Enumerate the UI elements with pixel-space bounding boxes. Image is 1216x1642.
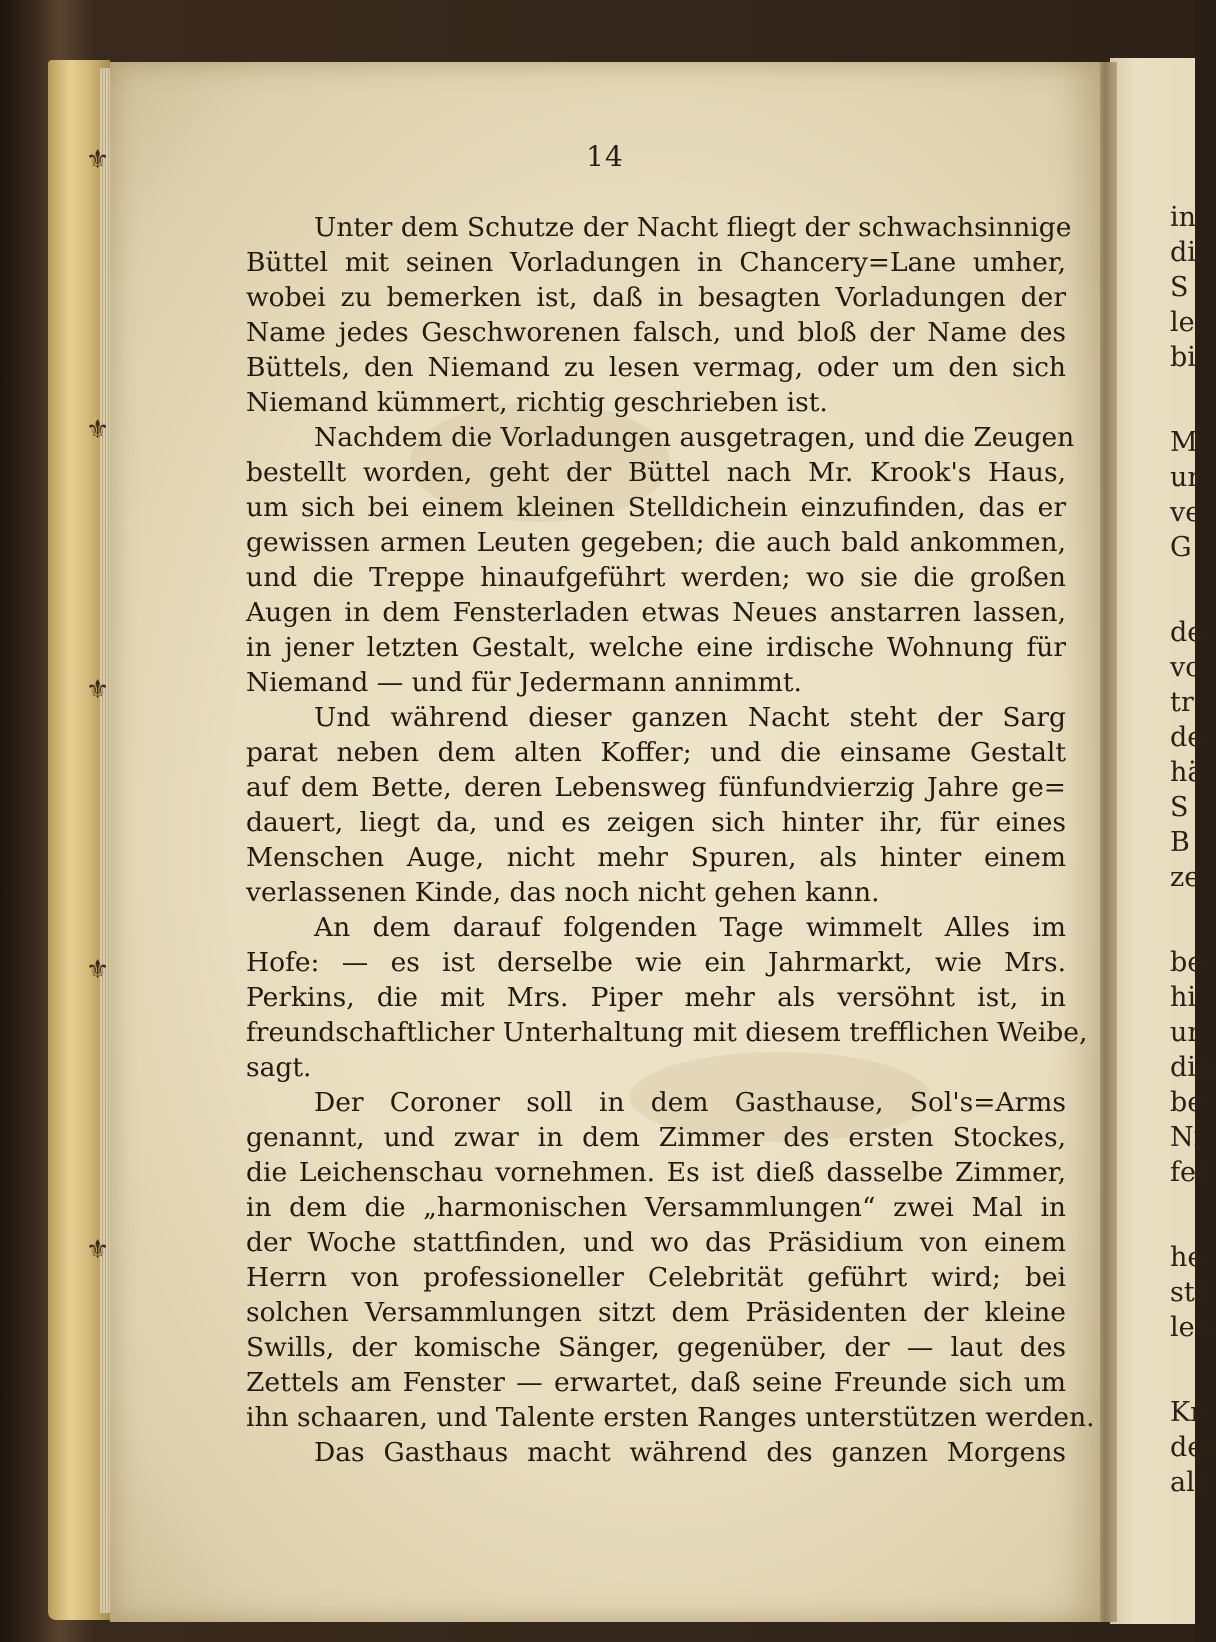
text-line: Niemand — und für Jedermann annimmt. (246, 667, 802, 698)
next-page-fragment: Kr (1170, 1397, 1204, 1428)
next-page-fragment: B (1170, 827, 1190, 858)
next-page-fragment: de (1170, 722, 1204, 753)
text-line: Unter dem Schutze der Nacht fliegt der schwachsinnige (314, 212, 1072, 243)
page-number: 14 (586, 140, 624, 173)
next-page-fragment: de (1170, 617, 1204, 648)
text-line: in jener letzten Gestalt, welche eine irdische Wohnung für (246, 632, 1066, 663)
next-page-fragment: tr (1170, 687, 1194, 718)
next-page-fragment: die (1170, 1052, 1212, 1083)
text-line: gewissen armen Leuten gegeben; die auch bald ankommen, (246, 527, 1066, 558)
next-page-fragment: ze (1170, 862, 1201, 893)
text-line: Büttels, den Niemand zu lesen vermag, oder um den sich (246, 352, 1066, 383)
ornament-icon: ⚜ (86, 415, 110, 445)
next-page-fragment: S (1170, 792, 1189, 823)
text-line: Der Coroner soll in dem Gasthause, Sol's=Arms (314, 1087, 1066, 1118)
next-page-fragment: vo (1170, 652, 1202, 683)
text-line: um sich bei einem kleinen Stelldichein einzufinden, das er (246, 492, 1066, 523)
next-page-fragment: ve (1170, 497, 1202, 528)
text-line: Augen in dem Fensterladen etwas Neues anstarren lassen, (246, 597, 1066, 628)
next-page-fragment: hi (1170, 982, 1197, 1013)
text-line: bestellt worden, geht der Büttel nach Mr. Krook's Haus, (246, 457, 1066, 488)
next-page-fragment: be (1170, 947, 1204, 978)
text-line: der Woche stattfinden, und wo das Präsidium von einem (246, 1227, 1066, 1258)
text-line: die Leichenschau vornehmen. Es ist dieß dasselbe Zimmer, (246, 1157, 1066, 1188)
text-line: Swills, der komische Sänger, gegenüber, der — laut des (246, 1332, 1066, 1363)
ornament-icon: ⚜ (86, 145, 110, 175)
text-line: Niemand kümmert, richtig geschrieben ist. (246, 387, 828, 418)
text-line: Menschen Auge, nicht mehr Spuren, als hinter einem (246, 842, 1066, 873)
ornament-icon: ⚜ (86, 955, 110, 985)
text-line: freundschaftlicher Unterhaltung mit diesem trefflichen Weibe, (246, 1017, 1088, 1048)
text-line: Perkins, die mit Mrs. Piper mehr als versöhnt ist, in (246, 982, 1066, 1013)
next-page-gap (1170, 1345, 1210, 1395)
book-page (110, 62, 1100, 1622)
text-line: solchen Versammlungen sitzt dem Präsidenten der kleine (246, 1297, 1066, 1328)
next-page-fragment: he (1170, 1242, 1204, 1273)
next-page-fragment: M (1170, 427, 1198, 458)
next-page-gap (1170, 895, 1210, 945)
next-page-text (1170, 200, 1216, 1500)
next-page-fragment: als (1170, 1467, 1209, 1498)
next-page-fragment: ur (1170, 462, 1201, 493)
next-page-fragment: der (1170, 1432, 1216, 1463)
ornament-icon: ⚜ (86, 675, 110, 705)
text-line: parat neben dem alten Koffer; und die einsame Gestalt (246, 737, 1066, 768)
ornament-icon: ⚜ (86, 1235, 110, 1265)
next-page-fragment: ste (1170, 1277, 1211, 1308)
next-page-fragment: S (1170, 272, 1189, 303)
text-line: wobei zu bemerken ist, daß in besagten Vorladungen der (246, 282, 1066, 313)
text-line: auf dem Bette, deren Lebensweg fünfundvierzig Jahre ge= (246, 772, 1066, 803)
text-line: Hofe: — es ist derselbe wie ein Jahrmarkt, wie Mrs. (246, 947, 1066, 978)
text-line: Name jedes Geschworenen falsch, und bloß der Name des (246, 317, 1066, 348)
next-page-fragment: bi (1170, 342, 1196, 373)
next-page-fragment: leh (1170, 1312, 1213, 1343)
next-page-fragment: Ni (1170, 1122, 1203, 1153)
text-line: Herrn von professioneller Celebrität geführt wird; bei (246, 1262, 1066, 1293)
text-line: ihn schaaren, und Talente ersten Ranges unterstützen werden. (246, 1402, 1095, 1433)
next-page-fragment: G (1170, 532, 1192, 563)
text-line: An dem darauf folgenden Tage wimmelt Alles im (314, 912, 1066, 943)
next-page-fragment: ur (1170, 1017, 1201, 1048)
text-line: in dem die „harmonischen Versammlungen“ zwei Mal in (246, 1192, 1066, 1223)
next-page-fragment: in (1170, 202, 1197, 233)
text-line: verlassenen Kinde, das noch nicht gehen kann. (246, 877, 880, 908)
text-line: Das Gasthaus macht während des ganzen Morgens (314, 1437, 1066, 1468)
next-page-fragment: le (1170, 307, 1195, 338)
next-page-fragment: di (1170, 237, 1196, 268)
next-page-fragment: fer (1170, 1157, 1209, 1188)
text-line: Zettels am Fenster — erwartet, daß seine Freunde sich um (246, 1367, 1066, 1398)
next-page-fragment: hä (1170, 757, 1204, 788)
text-line: dauert, liegt da, und es zeigen sich hinter ihr, für eines (246, 807, 1066, 838)
text-line: sagt. (246, 1052, 312, 1083)
next-page-gap (1170, 1190, 1210, 1240)
text-line: und die Treppe hinaufgeführt werden; wo sie die großen (246, 562, 1066, 593)
next-page-gap (1170, 375, 1210, 425)
next-page-fragment: be (1170, 1087, 1204, 1118)
text-line: Und während dieser ganzen Nacht steht der Sarg (314, 702, 1066, 733)
next-page-gap (1170, 565, 1210, 615)
text-line: Nachdem die Vorladungen ausgetragen, und die Zeugen (314, 422, 1075, 453)
body-text (246, 210, 1095, 1470)
text-line: genannt, und zwar in dem Zimmer des ersten Stockes, (246, 1122, 1066, 1153)
text-line: Büttel mit seinen Vorladungen in Chancery=Lane umher, (246, 247, 1066, 278)
